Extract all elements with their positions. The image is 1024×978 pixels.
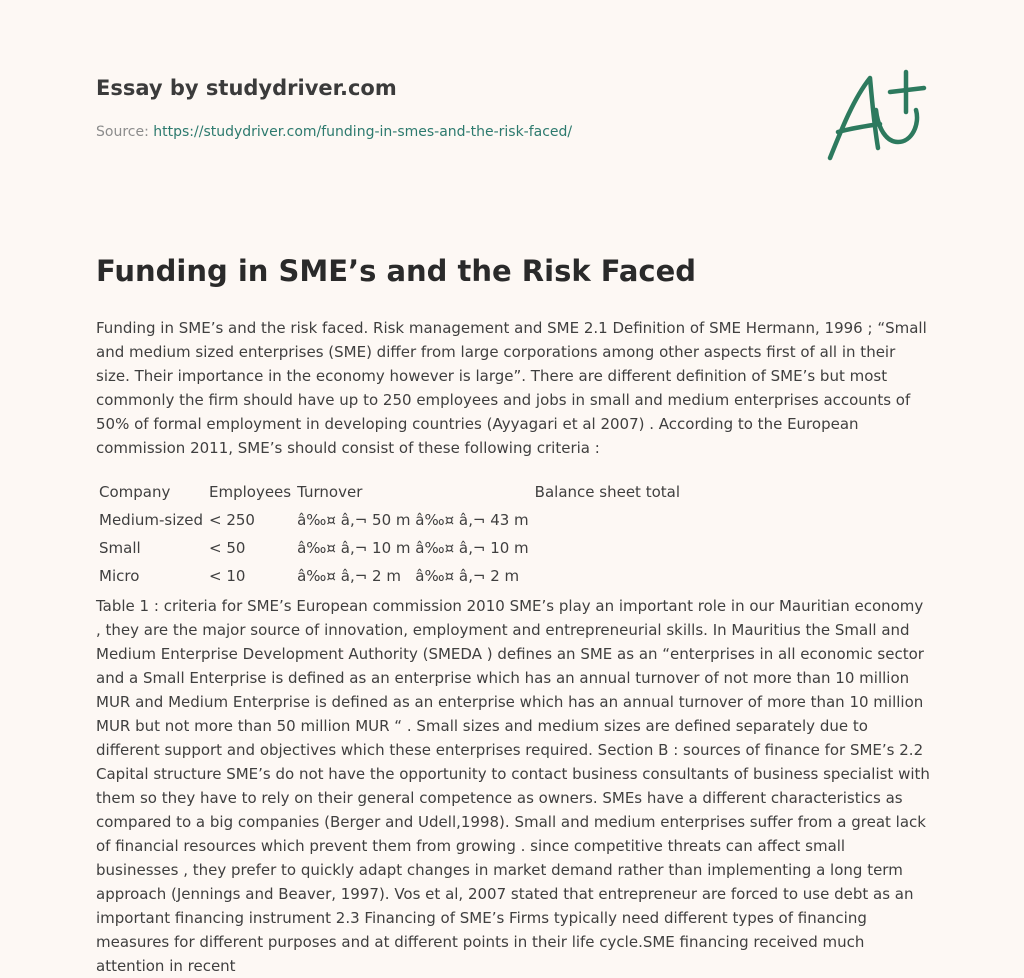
table-row xyxy=(96,534,683,562)
table-cell: â‰¤ â‚¬ 2 m â‰¤ â‚¬ 2 m xyxy=(297,567,520,585)
table-cell: < 10 xyxy=(209,567,246,585)
table-cell xyxy=(532,562,683,590)
intro-paragraph: Funding in SME’s and the risk faced. Risk management and SME 2.1 Definition of SME Hermann, 1996 ; “Small and medium sized enterprises (SME) differ from large corporations among other aspects first of all in their size. Their importance in the economy however is large”. There are different definition of SME’s but most commonly the firm should have up to 250 employees and jobs in small and medium enterprises accounts of 50% of formal employment in developing countries (Ayyagari et al 2007) . According to the European commission 2011, SME’s should consist of these following criteria : xyxy=(96,319,927,457)
table-header: Balance sheet total xyxy=(534,483,680,501)
table-cell: Micro xyxy=(99,567,140,585)
table-header: Company xyxy=(99,483,171,501)
table-cell: Small xyxy=(99,539,141,557)
table-cell: â‰¤ â‚¬ 50 m â‰¤ â‚¬ 43 m xyxy=(297,511,529,529)
table-cell: < 50 xyxy=(209,539,246,557)
table-cell: < 250 xyxy=(209,511,255,529)
table-header-row xyxy=(96,478,683,506)
table-row xyxy=(96,506,683,534)
table-cell xyxy=(532,534,683,562)
table-cell: Medium-sized xyxy=(99,511,203,529)
a-plus-logo-icon xyxy=(820,66,930,166)
source-line xyxy=(96,124,572,140)
body-paragraph: Table 1 : criteria for SME’s European commission 2010 SME’s play an important role in our Mauritian economy , they are the major source of innovation, employment and entrepreneurial skills. In Mauritius the Small and Medium Enterprise Development Authority (SMEDA ) defines an SME as an “enterprises in all economic sector and a Small Enterprise is defined as an enterprise which has an annual turnover of not more than 10 million MUR and Medium Enterprise is defined as an enterprise which has an annual turnover of more than 10 million MUR but not more than 50 million MUR “ . Small sizes and medium sizes are defined separately due to different support and objectives which these enterprises required. Section B : sources of finance for SME’s 2.2 Capital structure SME’s do not have the opportunity to contact business consultants of business specialist with them so they have to rely on their general competence as owners. SMEs have a different characteristics as compared to a big companies (Berger and Udell,1998). Small and medium enterprises suffer from a great lack of financial resources which prevent them from growing . since competitive threats can affect small businesses , they prefer to quickly adapt changes in market demand rather than implementing a long term approach (Jennings and Beaver, 1997). Vos et al, 2007 stated that entrepreneur are forced to use debt as an important financing instrument 2.3 Financing of SME’s Firms typically need different types of financing measures for different purposes and at different points in their life cycle.SME financing received much attention in recent xyxy=(96,597,930,975)
criteria-table xyxy=(96,478,683,590)
site-brand: Essay by studydriver.com xyxy=(96,76,397,100)
page-title: Funding in SME’s and the Risk Faced xyxy=(96,254,697,288)
source-link[interactable]: https://studydriver.com/funding-in-smes-and-the-risk-faced/ xyxy=(153,124,573,140)
table-cell: â‰¤ â‚¬ 10 m â‰¤ â‚¬ 10 m xyxy=(297,539,529,557)
table-cell xyxy=(532,506,683,534)
table-header: Employees xyxy=(209,483,292,501)
table-row xyxy=(96,562,683,590)
table-header: Turnover xyxy=(297,483,363,501)
source-label: Source: xyxy=(96,124,149,140)
